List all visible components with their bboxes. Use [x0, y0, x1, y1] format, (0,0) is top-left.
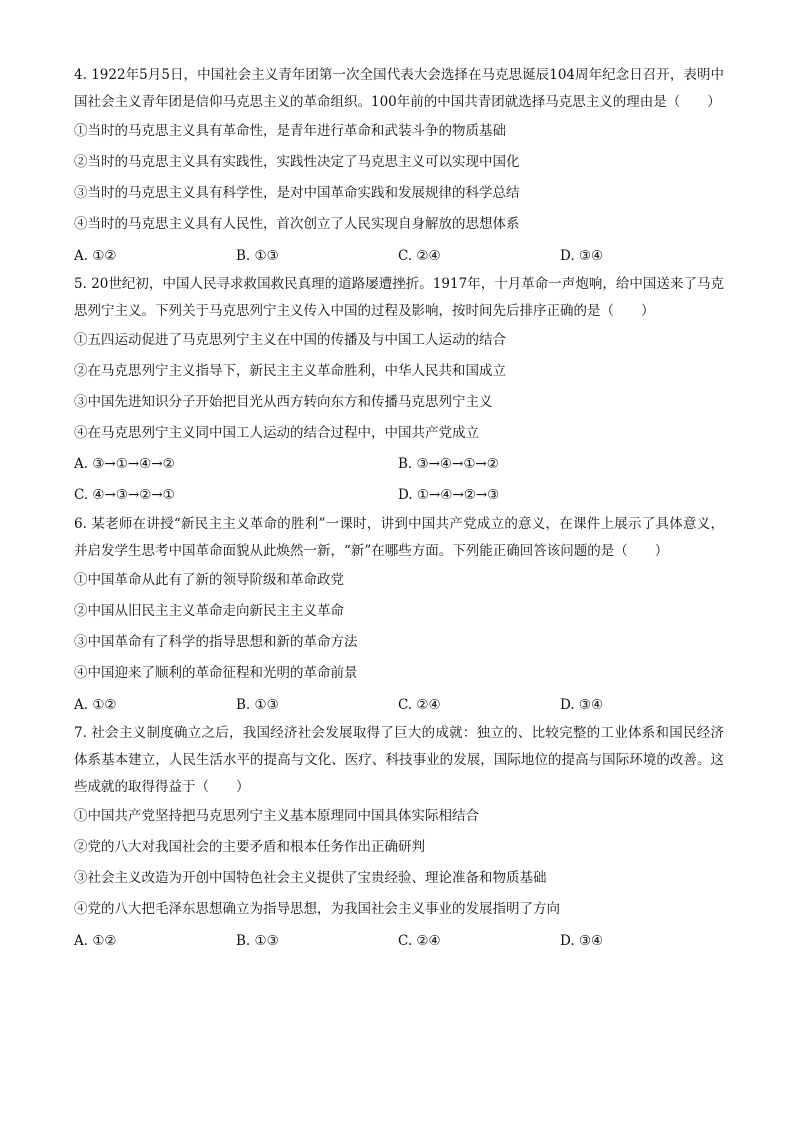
question-5-option-2: ②在马克思列宁主义指导下，新民主主义革命胜利，中华人民共和国成立	[74, 363, 506, 379]
question-4-choice-b: B. ①③	[236, 247, 279, 264]
question-5-option-4: ④在马克思列宁主义同中国工人运动的结合过程中，中国共产党成立	[74, 425, 479, 441]
question-5-choices	[74, 449, 724, 511]
question-6-option-4: ④中国迎来了顺利的革命征程和光明的革命前景	[74, 665, 358, 681]
question-5-option-1: ①五四运动促进了马克思列宁主义在中国的传播及与中国工人运动的结合	[74, 332, 506, 348]
question-5-stem: 5. 20世纪初，中国人民寻求救国救民真理的道路屡遭挫折。1917年，十月革命一声炮响，给中国送来了马克思列宁主义。下列关于马克思列宁主义传入中国的过程及影响，按时间先后排序正确的是（ ）	[74, 276, 724, 319]
question-4-option-4: ④当时的马克思主义具有人民性，首次创立了人民实现自身解放的思想体系	[74, 216, 520, 232]
question-4-stem: 4. 1922年5月5日，中国社会主义青年团第一次全国代表大会选择在马克思诞辰104周年纪念日召开，表明中国社会主义青年团是信仰马克思主义的革命组织。100年前的中国共青团就选择马克思主义的理由是（ ）	[74, 67, 724, 110]
question-6-choice-d: D. ③④	[560, 696, 604, 713]
question-6-option-2: ②中国从旧民主主义革命走向新民主主义革命	[74, 603, 344, 619]
question-7-choice-b: B. ①③	[236, 932, 279, 949]
question-7-choices	[74, 925, 724, 956]
question-4	[74, 62, 724, 271]
question-6-choices	[74, 689, 724, 720]
question-4-choice-a: A. ①②	[74, 247, 117, 264]
question-7-option-3: ③社会主义改造为开创中国特色社会主义提供了宝贵经验、理论准备和物质基础	[74, 870, 547, 886]
question-7-choice-a: A. ①②	[74, 932, 117, 949]
question-5-choice-b: B. ③→④→①→②	[398, 456, 499, 472]
question-6	[74, 511, 724, 720]
question-4-option-2: ②当时的马克思主义具有实践性，实践性决定了马克思主义可以实现中国化	[74, 154, 520, 170]
question-6-choice-b: B. ①③	[236, 696, 279, 713]
question-7-option-4: ④党的八大把毛泽东思想确立为指导思想，为我国社会主义事业的发展指明了方向	[74, 901, 560, 917]
question-5-choice-d: D. ①→④→②→③	[398, 487, 500, 503]
question-5-choice-c: C. ④→③→②→①	[74, 487, 175, 503]
question-5-choice-a: A. ③→①→④→②	[74, 456, 175, 472]
question-4-choice-d: D. ③④	[560, 247, 604, 264]
question-6-stem: 6. 某老师在讲授“新民主主义革命的胜利”一课时，讲到中国共产党成立的意义，在课件上展示了具体意义，并启发学生思考中国革命面貌从此焕然一新，“新”在哪些方面。下列能正确回答该问题的是（ ）	[74, 516, 724, 559]
question-7-choice-c: C. ②④	[398, 932, 441, 949]
question-4-choice-c: C. ②④	[398, 247, 441, 264]
question-7	[74, 720, 724, 956]
document-page	[74, 62, 724, 956]
question-4-option-1: ①当时的马克思主义具有革命性，是青年进行革命和武装斗争的物质基础	[74, 123, 506, 139]
question-4-option-3: ③当时的马克思主义具有科学性，是对中国革命实践和发展规律的科学总结	[74, 185, 520, 201]
question-6-choice-a: A. ①②	[74, 696, 117, 713]
question-6-choice-c: C. ②④	[398, 696, 441, 713]
question-5	[74, 271, 724, 511]
question-7-option-2: ②党的八大对我国社会的主要矛盾和根本任务作出正确研判	[74, 839, 425, 855]
question-7-stem: 7. 社会主义制度确立之后，我国经济社会发展取得了巨大的成就：独立的、比较完整的工业体系和国民经济体系基本建立，人民生活水平的提高与文化、医疗、科技事业的发展，国际地位的提高与国际环境的改善。这些成就的取得得益于（ ）	[74, 725, 724, 795]
question-6-option-1: ①中国革命从此有了新的领导阶级和革命政党	[74, 572, 344, 588]
question-5-option-3: ③中国先进知识分子开始把目光从西方转向东方和传播马克思列宁主义	[74, 394, 493, 410]
question-6-option-3: ③中国革命有了科学的指导思想和新的革命方法	[74, 634, 358, 650]
question-7-option-1: ①中国共产党坚持把马克思列宁主义基本原理同中国具体实际相结合	[74, 808, 479, 824]
question-4-choices	[74, 240, 724, 271]
question-7-choice-d: D. ③④	[560, 932, 604, 949]
